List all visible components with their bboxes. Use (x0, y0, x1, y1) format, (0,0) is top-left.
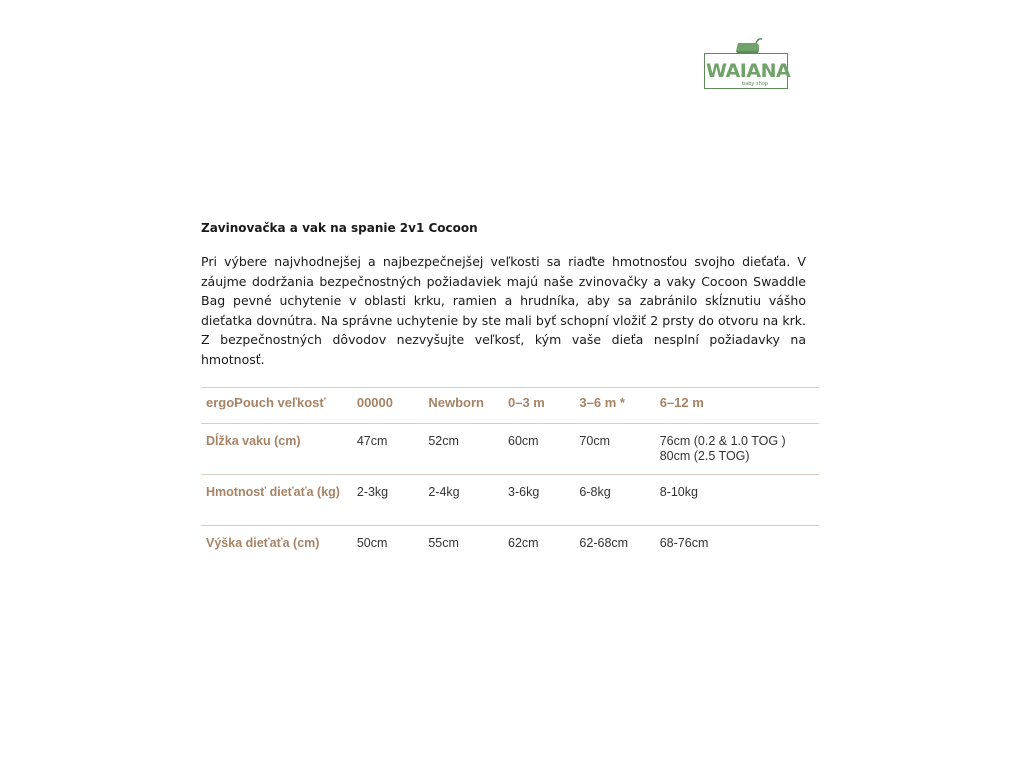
document-paragraph: Pri výbere najvhodnejšej a najbezpečnejšej veľkosti sa riaďte hmotnosťou svojho dieťaťa. V záujme dodržania bezpečnostných požiadaviek majú naše zvinovačky a vaky Cocoon Swaddle Bag pevné uchytenie v oblasti krku, ramien a hrudníka, aby sa zabránilo skĺznutiu vášho dieťatka dovnútra. Na správne uchytenie by ste mali byť schopní vložiť 2 prsty do otvoru na krk. Z bezpečnostných dôvodov nezvyšujte veľkosť, kým vaše dieťa nesplní požiadavky na hmotnosť. (201, 254, 806, 367)
table-cell: 8-10kg (659, 485, 698, 499)
table-header-row (201, 388, 819, 424)
table-cell: 70cm (579, 434, 610, 448)
table-header: ergoPouch veľkosť (206, 395, 326, 410)
table-cell: 3-6kg (508, 485, 540, 499)
table-cell: 76cm (0.2 & 1.0 TOG ) 80cm (2.5 TOG) (659, 434, 786, 463)
document-title: Zavinovačka a vak na spanie 2v1 Cocoon (201, 221, 478, 235)
brand-logo[interactable] (704, 37, 790, 91)
table-row (201, 424, 819, 475)
table-cell: 2-4kg (428, 485, 460, 499)
table-row (201, 475, 819, 526)
row-label: Hmotnosť dieťaťa (kg) (206, 485, 340, 499)
logo-wordmark: WAIANA (706, 60, 791, 82)
table-header: 00000 (356, 395, 393, 410)
logo-tagline: baby shop (742, 81, 768, 87)
row-label: Výška dieťaťa (cm) (206, 536, 320, 550)
table-cell: 62-68cm (579, 536, 629, 550)
table-cell: 6-8kg (579, 485, 611, 499)
row-label: Dĺžka vaku (cm) (206, 434, 301, 448)
table-cell: 50cm (356, 536, 388, 550)
table-cell: 47cm (356, 434, 388, 448)
table-header: 6–12 m (659, 395, 704, 410)
size-table (201, 387, 819, 566)
document-body (201, 219, 806, 369)
table-row (201, 526, 819, 567)
table-header: 0–3 m (508, 395, 545, 410)
table-cell: 2-3kg (356, 485, 389, 499)
table-cell: 60cm (508, 434, 539, 448)
table-cell: 52cm (428, 434, 459, 448)
table-header: 3–6 m * (579, 395, 625, 410)
table-cell: 55cm (428, 536, 459, 550)
table-cell: 68-76cm (659, 536, 709, 550)
table-cell: 62cm (508, 536, 539, 550)
table-header: Newborn (428, 395, 484, 410)
